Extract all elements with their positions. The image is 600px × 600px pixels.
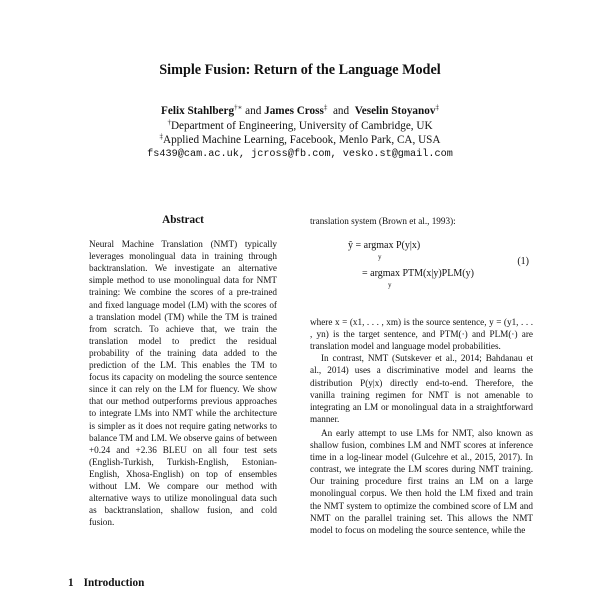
section-number: 1 bbox=[68, 577, 74, 589]
paragraph-nmt-contrast: In contrast, NMT (Sutskever et al., 2014; Bahdanau et al., 2014) uses a discriminative model and learns the distribution P(y|x) directly end-to-end. Therefore, the vanilla training regimen for NMT is not amenable to integrating an LM or monolingual data in a straightforward manner. bbox=[310, 353, 533, 424]
author-2: James Cross bbox=[264, 105, 324, 117]
section-heading-introduction bbox=[68, 577, 144, 589]
left-column bbox=[89, 214, 277, 528]
paragraph-continuation: translation system (Brown et al., 1993): bbox=[310, 216, 456, 226]
author-block bbox=[0, 104, 600, 162]
affiliation-2 bbox=[0, 133, 600, 148]
section-title: Introduction bbox=[83, 577, 145, 589]
paragraph-variables: where x = (x1, . . . , xm) is the source sentence, y = (y1, . . . , yn) is the target sentence, and PTM(·) and PLM(·) are translation model and language model probabilities. bbox=[310, 317, 533, 352]
author-emails: fs439@cam.ac.uk, jcross@fb.com, vesko.st@gmail.com bbox=[147, 148, 453, 160]
right-column bbox=[310, 215, 533, 536]
affiliation-2-mark: ‡ bbox=[159, 132, 164, 141]
equation-line-2-rhs: PTM(x|y)PLM(y) bbox=[402, 268, 474, 280]
equation-line-2 bbox=[362, 268, 474, 290]
affiliation-1 bbox=[0, 119, 600, 134]
author-3-marks: ‡ bbox=[435, 103, 439, 112]
author-2-marks: ‡ bbox=[323, 103, 328, 112]
affiliation-1-mark: † bbox=[167, 117, 171, 126]
equation-line-1-lhs: ŷ = argmax bbox=[348, 240, 394, 252]
abstract-heading: Abstract bbox=[162, 214, 204, 226]
equation-line-2-subscript: y bbox=[388, 281, 392, 290]
equation-number: (1) bbox=[517, 256, 529, 268]
equation-line-2-lhs: = argmax bbox=[362, 268, 400, 280]
author-conjunction-1: and bbox=[245, 105, 262, 117]
equation-line-1-subscript: y bbox=[378, 253, 382, 262]
paragraph-shallow-fusion: An early attempt to use LMs for NMT, also known as shallow fusion, combines LM and NMT scores at inference time in a log-linear model (Gulcehre et al., 2015, 2017). In contrast, we integrate the LM scores during NMT training. Our training procedure first trains an LM on a large monolingual corpus. We then hold the LM fixed and train the NMT system to optimize the combined score of LM and NMT on the parallel training set. This allows the NMT model to focus on modeling the source sentence, while the bbox=[310, 427, 533, 535]
affiliation-1-text: Department of Engineering, University of Cambridge, UK bbox=[170, 119, 433, 132]
equation-line-1 bbox=[348, 240, 421, 262]
paper-title: Simple Fusion: Return of the Language Model bbox=[159, 62, 441, 78]
equation-1 bbox=[310, 238, 533, 308]
author-1: Felix Stahlberg bbox=[161, 105, 235, 117]
affiliation-2-text: Applied Machine Learning, Facebook, Menlo Park, CA, USA bbox=[163, 134, 441, 147]
author-conjunction-2: and bbox=[332, 105, 350, 117]
equation-line-1-rhs: P(y|x) bbox=[395, 240, 421, 252]
abstract-text: Neural Machine Translation (NMT) typically leverages monolingual data in training through backtranslation. We investigate an alternative simple method to use monolingual data for NMT training: We combine the scores of a pre-trained and fixed language model (LM) with the scores of a translation model (TM) while the TM is trained from scratch. To achieve that, we train the translation model to predict the residual probability of the training data added to the prediction of the LM. This enables the TM to focus its capacity on modeling the source sentence since it can rely on the LM for fluency. We show that our method outperforms previous approaches to integrate LMs into NMT while the architecture is simpler as it does not require gating networks to balance TM and LM. We observe gains of between +0.24 and +2.36 BLEU on all four test sets (English-Turkish, Turkish-English, Estonian-English, Xhosa-English) on top of ensembles without LM. We compare our method with alternative ways to utilize monolingual data such as backtranslation, shallow fusion, and cold fusion. bbox=[89, 239, 277, 528]
author-1-marks: †∗ bbox=[234, 103, 243, 112]
author-names bbox=[0, 104, 600, 119]
author-3: Veselin Stoyanov bbox=[354, 105, 436, 117]
